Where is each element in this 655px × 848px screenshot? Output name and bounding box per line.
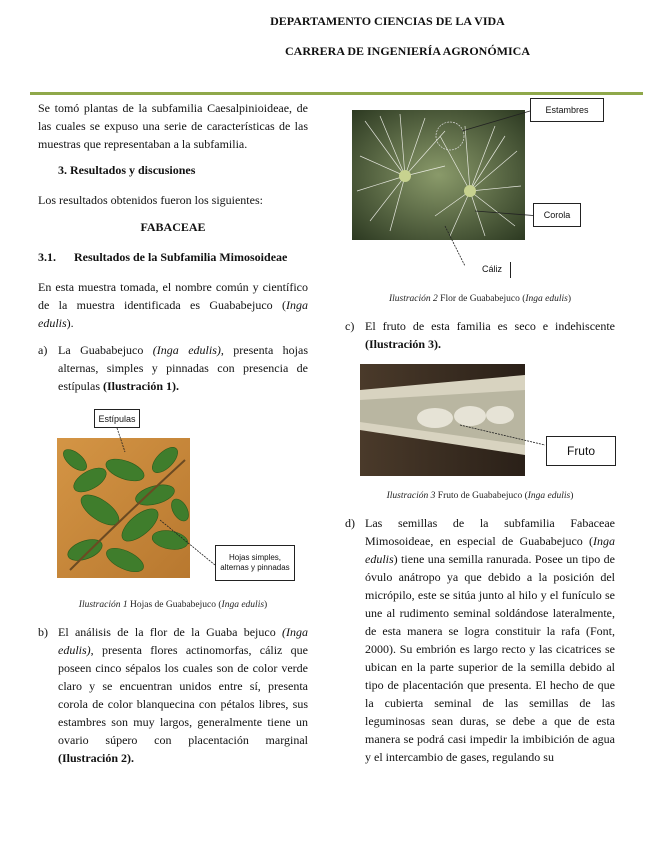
label-estipulas: Estípulas xyxy=(94,409,140,428)
label-corola: Corola xyxy=(533,203,581,227)
sample-paragraph: En esta muestra tomada, el nombre común y científico de la muestra identificada es Guababejuco (Inga edulis). xyxy=(38,280,308,330)
flower-photo-bg xyxy=(352,110,525,240)
career-title: CARRERA DE INGENIERÍA AGRONÓMICA xyxy=(284,44,531,58)
subsection-heading: 3.1. Resultados de la Subfamilia Mimosoideae xyxy=(38,250,288,264)
family-title: FABACEAE xyxy=(140,220,206,234)
label-estambres: Estambres xyxy=(530,98,604,122)
figure-2-caption: Ilustración 2 Flor de Guababejuco (Inga edulis) xyxy=(388,294,572,304)
intro-paragraph: Se tomó plantas de la subfamilia Caesalpinioideae, de las cuales se expuso una serie de características de las muestras que representaban a la subfamilia. xyxy=(38,101,308,151)
header-divider xyxy=(30,92,643,95)
section-heading: 3. Resultados y discusiones xyxy=(58,163,196,177)
label-caliz: Cáliz xyxy=(482,262,511,278)
department-title: DEPARTAMENTO CIENCIAS DE LA VIDA xyxy=(270,14,505,28)
list-item-d: d) Las semillas de la subfamilia Fabaceae Mimosoideae, en especial de Guababejuco (Inga edulis) tiene una semilla ranurada. Posee un tipo de óvulo anátropo ya que debido a la posición del micrópilo, este se sitúa junto al hilo y el funículo se une al rudimento seminal soldándose lateralmente, de esta manera se logra constituir la rafa (Font, 2000). Su embrión es largo recto y las cicatrices se ubican en la parte superior de la semilla debido al tipo de placentación que presenta. El hecho de que la cubierta seminal de las semillas de las leguminosas sean duras, se debe a que de esta manera se podrá casi impedir la imbibición de agua y el intercambio de gases, regulando su xyxy=(345,516,615,764)
label-fruto: Fruto xyxy=(546,436,616,466)
list-item-a: a) La Guababejuco (Inga edulis), presenta hojas alternas, simples y pinnadas con presencia de estípulas (Ilustración 1). xyxy=(38,343,309,393)
label-hojas: Hojas simples, alternas y pinnadas xyxy=(215,545,295,581)
figure-3-caption: Ilustración 3 Fruto de Guababejuco (Inga edulis) xyxy=(386,491,574,501)
figure-1-caption: Ilustración 1 Hojas de Guababejuco (Inga edulis) xyxy=(78,600,268,610)
figure-3-fruit xyxy=(355,360,620,485)
figure-2-flower xyxy=(345,96,615,286)
list-item-b: b) El análisis de la flor de la Guaba bejuco (Inga edulis), presenta flores actinomorfas, cáliz que poseen cinco sépalos los cuales son de color verde claro y se encuentran unidos entre sí, presenta corola de color blanquecina con pétalos libres, sus estambres son muy largos, generalmente tiene un ovario súpero con placentación marginal (Ilustración 2). xyxy=(38,625,308,765)
results-intro: Los resultados obtenidos fueron los siguientes: xyxy=(38,193,263,207)
list-item-c: c) El fruto de esta familia es seco e indehiscente (Ilustración 3). xyxy=(345,319,615,351)
